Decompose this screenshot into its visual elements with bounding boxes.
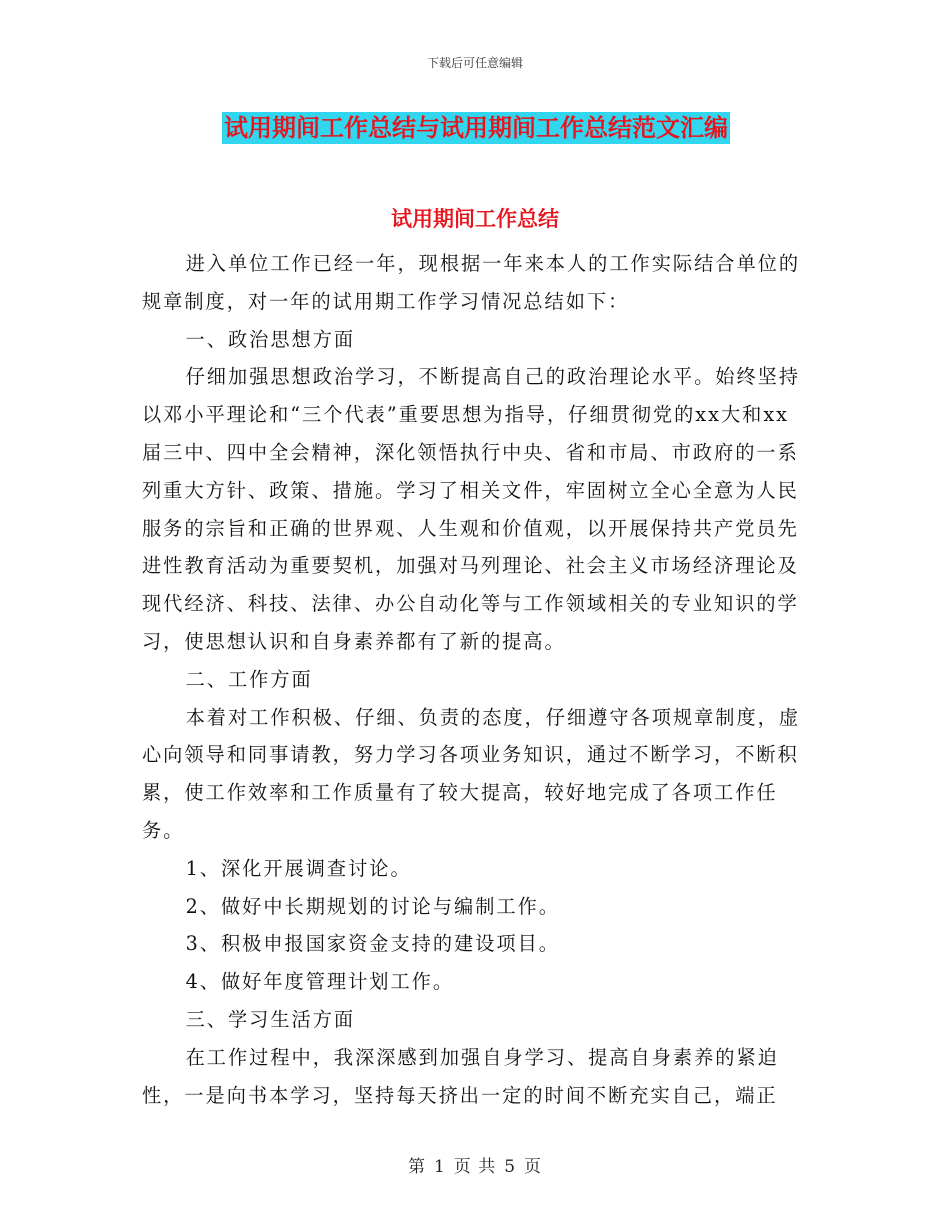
heading-political: 一、政治思想方面 xyxy=(185,327,356,351)
heading-study: 三、学习生活方面 xyxy=(185,1007,356,1031)
footer-page-number: 1 xyxy=(433,1157,446,1177)
document-body xyxy=(142,245,808,1114)
document-title: 试用期间工作总结与试用期间工作总结范文汇编 xyxy=(224,114,728,142)
paragraph-work: 本着对工作积极、仔细、负责的态度，仔细遵守各项规章制度，虚心向领导和同事请教，努力学习各项业务知识，通过不断学习，不断积累，使工作效率和工作质量有了较大提高，较好地完成了各项工作任务。 xyxy=(142,705,801,842)
list-item: 1、深化开展调查讨论。 xyxy=(185,856,412,880)
paragraph-study: 在工作过程中，我深深感到加强自身学习、提高自身素养的紧迫性，一是向书本学习，坚持每天挤出一定的时间不断充实自己，端正 xyxy=(142,1045,779,1107)
heading-work: 二、工作方面 xyxy=(185,667,313,691)
footer-middle: 页 共 xyxy=(453,1157,497,1177)
list-item: 4、做好年度管理计划工作。 xyxy=(185,970,455,994)
section-title: 试用期间工作总结 xyxy=(391,207,559,231)
footer-prefix: 第 xyxy=(407,1157,426,1177)
header-note: 下载后可任意编辑 xyxy=(426,56,523,70)
footer-total-pages: 5 xyxy=(504,1157,517,1177)
page-footer xyxy=(0,1152,950,1177)
footer-suffix: 页 xyxy=(524,1157,543,1177)
paragraph-intro: 进入单位工作已经一年，现根据一年来本人的工作实际结合单位的规章制度，对一年的试用期工作学习情况总结如下： xyxy=(142,252,801,313)
list-item: 2、做好中长期规划的讨论与编制工作。 xyxy=(185,894,560,918)
list-item: 3、积极申报国家资金支持的建设项目。 xyxy=(185,932,560,956)
paragraph-political: 仔细加强思想政治学习，不断提高自己的政治理论水平。始终坚持以邓小平理论和“三个代表”重要思想为指导，仔细贯彻党的xx大和xx届三中、四中全会精神，深化领悟执行中央、省和市局、市政府的一系列重大方针、政策、措施。学习了相关文件，牢固树立全心全意为人民服务的宗旨和正确的世界观、人生观和价值观，以开展保持共产党员先进性教育活动为重要契机，加强对马列理论、社会主义市场经济理论及现代经济、科技、法律、办公自动化等与工作领域相关的专业知识的学习，使思想认识和自身素养都有了新的提高。 xyxy=(142,365,801,653)
